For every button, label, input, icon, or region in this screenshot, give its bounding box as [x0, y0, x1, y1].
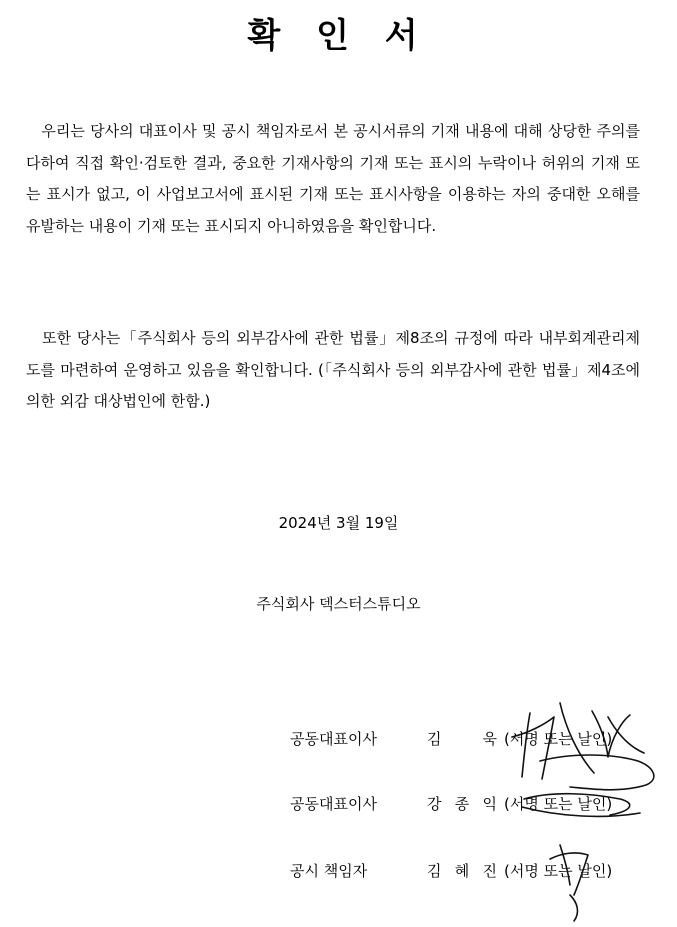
signature-stroke — [608, 717, 644, 753]
signature-placeholder: (서명 또는 날인) — [504, 730, 613, 748]
signature-placeholder: (서명 또는 날인) — [504, 862, 613, 880]
signature-placeholder: (서명 또는 날인) — [504, 795, 613, 813]
signatory-title: 공동대표이사 — [290, 795, 377, 813]
signature-stroke — [592, 711, 630, 757]
company-name: 주식회사 덱스터스튜디오 — [256, 595, 421, 613]
signature-stroke — [550, 853, 588, 895]
signature-stroke — [522, 713, 530, 777]
confirmation-paragraph: 우리는 당사의 대표이사 및 공시 책임자로서 본 공시서류의 기재 내용에 대해 상당한 주의를 다하여 직접 확인·검토한 결과, 중요한 기재사항의 기재 또는 표시의 누락이나 허위의 기재 또는 표시가 없고, 이 사업보고서에 표시된 기재 또는 표시사항을 이용하는 자의 중대한 오해를 유발하는 내용이 기재 또는 표시되지 아니하였음을 확인합니다. — [26, 122, 640, 235]
signatory-title: 공시 책임자 — [290, 862, 368, 880]
signatory-title: 공동대표이사 — [290, 730, 377, 748]
document-date: 2024년 3월 19일 — [278, 514, 399, 532]
signature-stroke — [540, 755, 654, 790]
handwritten-signature — [500, 695, 670, 927]
signatory-name: 김 혜 진 — [427, 862, 497, 880]
signature-stroke — [560, 845, 570, 885]
internal-control-paragraph: 또한 당사는「주식회사 등의 외부감사에 관한 법률」제8조의 규정에 따라 내부회계관리제도를 마련하여 운영하고 있음을 확인합니다. (「주식회사 등의 외부감사에 관한 법률」제4조에 의한 외감 대상법인에 한함.) — [26, 329, 640, 410]
signatory-name: 강 종 익 — [427, 795, 497, 813]
signatory-name: 김 욱 — [427, 730, 497, 748]
signature-stroke — [560, 703, 594, 773]
signature-stroke — [512, 717, 554, 779]
signature-stroke — [570, 895, 577, 921]
document-title: 확 인 서 — [247, 16, 430, 56]
